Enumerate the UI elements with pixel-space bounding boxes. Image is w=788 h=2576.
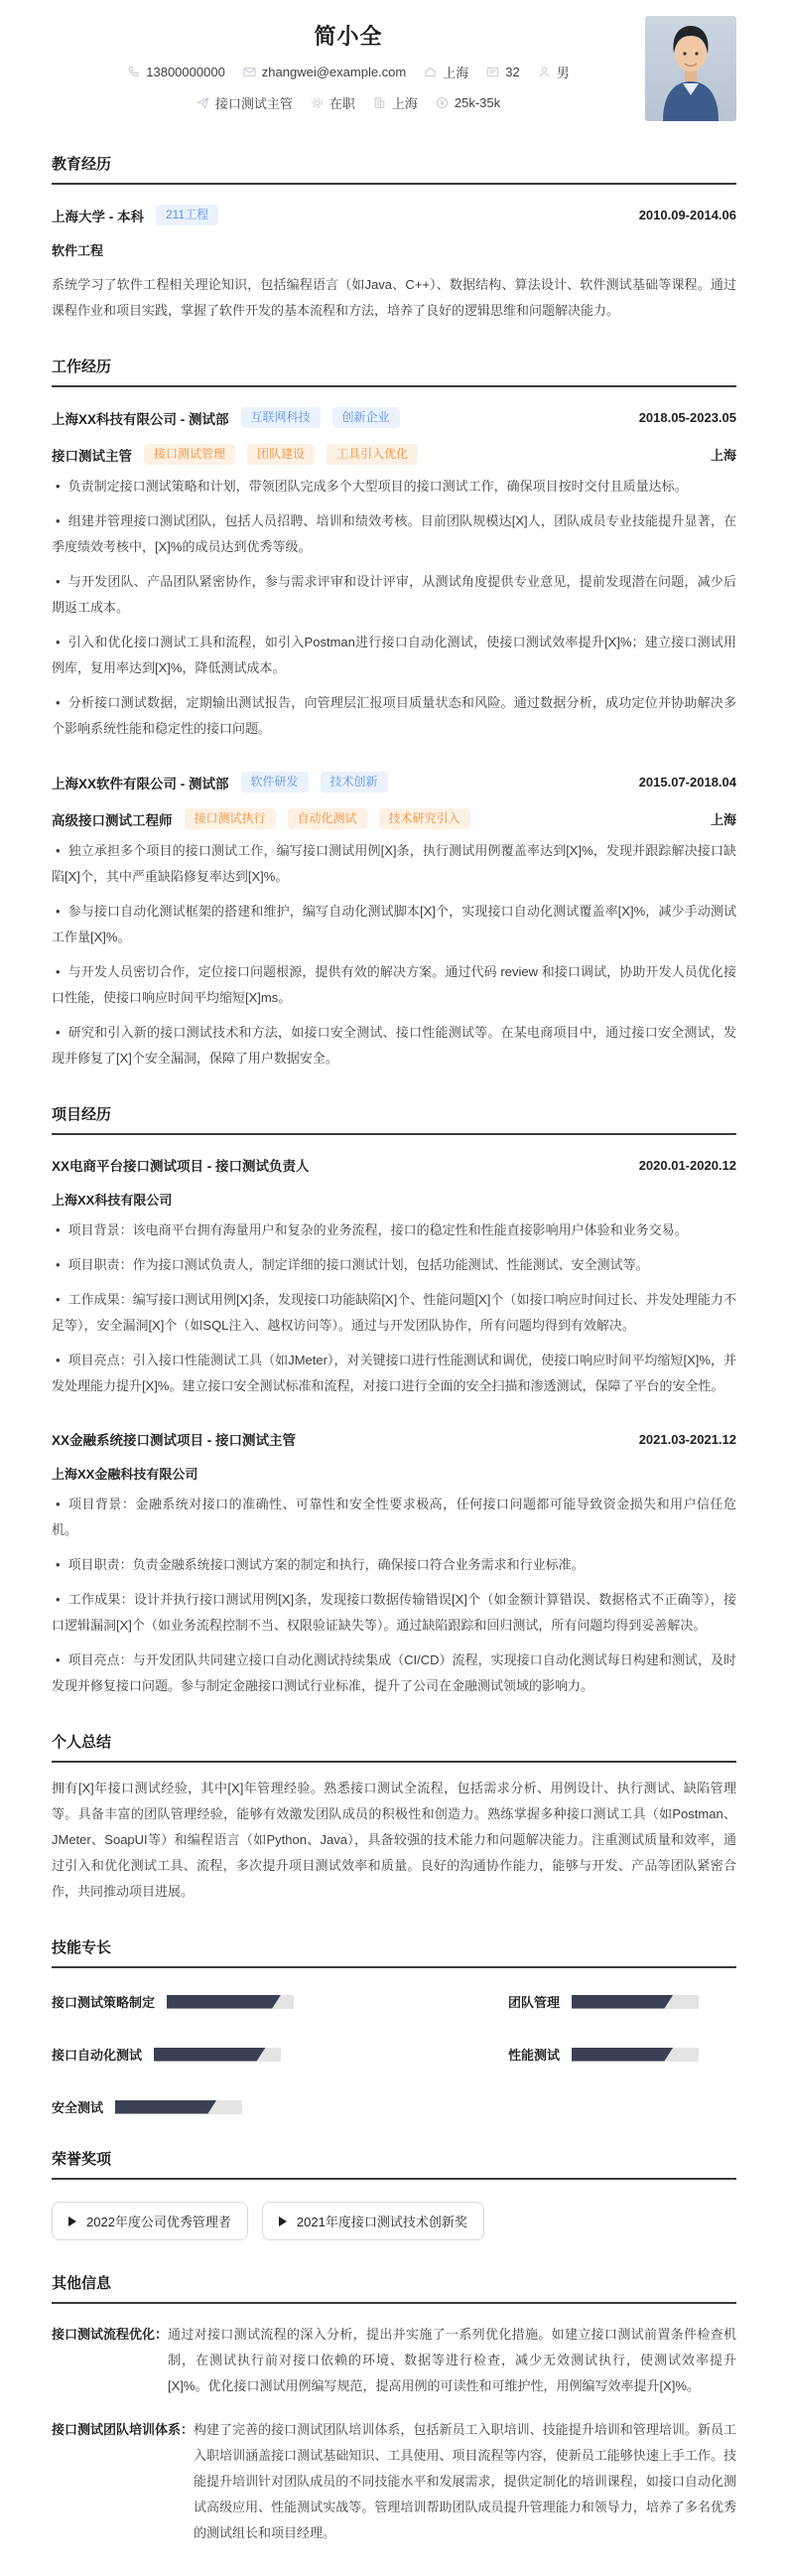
project-bullet: [52, 1252, 736, 1278]
job-bullet-text: 与开发团队、产品团队紧密协作，参与需求评审和设计评审，从测试角度提供专业意见，提前发现潜在问题，减少后期返工成本。: [52, 574, 736, 615]
salary-icon: [436, 96, 449, 109]
contact-gender-text: 男: [556, 66, 570, 80]
role-tag: 工具引入优化: [327, 444, 418, 465]
job-date: 2015.07-2018.04: [638, 775, 736, 789]
contact-age-text: 32: [505, 65, 520, 79]
job-role: 接口测试主管: [52, 448, 132, 464]
job-location: 上海: [710, 812, 736, 827]
project-bullet-text: 项目亮点：与开发团队共同建立接口自动化测试持续集成（CI/CD）流程，实现接口自动化测试每日构建和测试，及时发现并修复接口问题。参与制定金融接口测试行业标准，提升了公司在金融测试领域的影响力。: [52, 1652, 736, 1693]
school-name: 上海大学 - 本科: [52, 209, 144, 224]
job-target-position-text: 接口测试主管: [214, 96, 293, 111]
job-role-row: [52, 808, 736, 829]
skill-label: 性能测试: [508, 2048, 561, 2063]
project-date: 2021.03-2021.12: [638, 1431, 736, 1447]
job-bullet-text: 独立承担多个项目的接口测试工作，编写接口测试用例[X]条，执行测试用例覆盖率达到[X]%，发现并跟踪解决接口缺陷[X]个，其中严重缺陷修复率达到[X]%。: [52, 843, 736, 884]
job-bullet-text: 负责制定接口测试策略和计划，带领团队完成多个大型项目的接口测试工作，确保项目按时交付且质量达标。: [67, 479, 688, 494]
job-salary-text: 25k-35k: [454, 95, 501, 110]
skill-bar-track: [115, 2100, 242, 2114]
job-bullet-text: 分析接口测试数据，定期输出测试报告，向管理层汇报项目质量状态和风险。通过数据分析，成功定位并协助解决多个影响系统性能和稳定性的接口问题。: [52, 695, 736, 736]
project-bullet: [52, 1647, 736, 1699]
other-info-item: [52, 2322, 736, 2399]
job-bullet: [52, 508, 736, 560]
age-icon: [486, 66, 499, 78]
profile-photo: [645, 16, 736, 121]
job-bullet-text: 组建并管理接口测试团队，包括人员招聘、培训和绩效考核。目前团队规模达[X]人，团队成员专业技能提升显著，在季度绩效考核中，[X]%的成员达到优秀等级。: [52, 513, 736, 554]
contact-home-city-text: 上海: [443, 66, 469, 80]
skill-item: [508, 2045, 736, 2064]
role-tag: 团队建设: [247, 444, 315, 465]
project-company: 上海XX科技有限公司: [52, 1193, 173, 1208]
profile-photo-illustration: [645, 16, 736, 121]
job-bullet-text: 研究和引入新的接口测试技术和方法，如接口安全测试、接口性能测试等。在某电商项目中，通过接口安全测试，发现并修复了[X]个安全漏洞，保障了用户数据安全。: [52, 1025, 736, 1066]
header-main: [52, 14, 645, 112]
contact-phone-text: 13800000000: [146, 65, 225, 79]
other-info-label: 接口测试流程优化：: [52, 2327, 169, 2342]
skill-bar-track: [572, 2048, 699, 2062]
job-salary: [436, 95, 500, 110]
candidate-name: 简小全: [314, 24, 383, 49]
company-tag: 技术创新: [321, 772, 388, 792]
skill-label: 接口测试策略制定: [52, 1995, 156, 2010]
city-building-icon: [373, 96, 386, 109]
project-bullet: [52, 1552, 736, 1578]
other-info-item: [52, 2417, 736, 2546]
job-target-position: [197, 93, 293, 112]
job-bullet: [52, 690, 736, 742]
job-date: 2018.05-2023.05: [638, 410, 736, 425]
honors-list: [52, 2202, 736, 2240]
contact-home-city: [424, 63, 468, 81]
skill-bar-fill: [154, 2048, 266, 2062]
project-bullet: [52, 1287, 736, 1339]
honor-text: 2022年度公司优秀管理者: [86, 2215, 231, 2229]
skill-label: 团队管理: [508, 1995, 561, 2010]
contact-email-text: zhangwei@example.com: [261, 65, 407, 79]
project-bullet-text: 项目职责：作为接口测试负责人，制定详细的接口测试计划，包括功能测试、性能测试、安全测试等。: [67, 1257, 649, 1272]
job-role-row: [52, 444, 736, 465]
project-bullet: [52, 1492, 736, 1543]
project-title-row: [52, 1429, 736, 1449]
honor-badge[interactable]: [52, 2202, 248, 2240]
skill-item: [508, 1992, 736, 2011]
contact-phone: [127, 65, 225, 79]
skill-item: [52, 1992, 508, 2011]
skill-label: 安全测试: [52, 2100, 104, 2115]
project-bullet: [52, 1587, 736, 1639]
role-tag: 技术研究引入: [379, 808, 470, 829]
play-icon: [279, 2217, 287, 2226]
job-bullet-text: 引入和优化接口测试工具和流程，如引入Postman进行接口自动化测试，使接口测试效率提升[X]%；建立接口测试用例库，复用率达到[X]%，降低测试成本。: [52, 635, 736, 675]
section-title-summary: 个人总结: [52, 1731, 736, 1763]
section-title-skills: 技能专长: [52, 1936, 736, 1968]
resume-header: [52, 14, 736, 121]
job-company-row: [52, 772, 736, 792]
contact-email: [243, 65, 406, 79]
other-info-label: 接口测试团队培训体系：: [52, 2422, 195, 2437]
skill-item: [52, 2097, 508, 2116]
job-bullet: [52, 1020, 736, 1072]
project-bullet-text: 项目职责：负责金融系统接口测试方案的制定和执行，确保接口符合业务需求和行业标准。: [67, 1557, 585, 1572]
project-date: 2020.01-2020.12: [638, 1157, 736, 1173]
company-tag: 创新企业: [332, 407, 400, 428]
job-company-row: [52, 407, 736, 428]
role-tag: 接口测试管理: [144, 444, 235, 465]
project-company: 上海XX金融科技有限公司: [52, 1467, 198, 1482]
contact-row-job: [52, 93, 645, 112]
skill-bar-track: [154, 2048, 281, 2062]
job-bullet-text: 参与接口自动化测试框架的搭建和维护，编写自动化测试脚本[X]个，实现接口自动化测试覆盖率[X]%，减少手动测试工作量[X]%。: [52, 904, 736, 944]
project-bullet: [52, 1217, 736, 1243]
gender-icon: [538, 66, 551, 78]
company-name: 上海XX软件有限公司 - 测试部: [52, 776, 229, 791]
company-tag: 互联网科技: [241, 407, 321, 428]
job-status: [311, 93, 355, 112]
position-icon: [197, 96, 209, 109]
role-tag: 自动化测试: [288, 808, 367, 829]
job-location: 上海: [710, 448, 736, 463]
other-info-text: 通过对接口测试流程的深入分析，提出并实施了一系列优化措施。如建立接口测试前置条件检查机制，在测试执行前对接口依赖的环境、数据等进行检查，减少无效测试执行，使测试效率提升[X]%。优化接口测试用例编写规范，提高用例的可读性和可维护性，用例编写效率提升[X]%。: [168, 2327, 736, 2393]
job-bullet: [52, 630, 736, 681]
project-name: XX电商平台接口测试项目 - 接口测试负责人: [52, 1159, 310, 1174]
major-name: 软件工程: [52, 243, 104, 258]
section-title-work: 工作经历: [52, 356, 736, 387]
job-bullet: [52, 569, 736, 621]
play-icon: [68, 2217, 76, 2226]
job-bullet: [52, 474, 736, 500]
section-title-education: 教育经历: [52, 153, 736, 185]
project-bullet: [52, 1348, 736, 1399]
honor-badge[interactable]: [262, 2202, 484, 2240]
project-bullet-text: 工作成果：编写接口测试用例[X]条，发现接口功能缺陷[X]个、性能问题[X]个（如接口响应时间过长、并发处理能力不足等），安全漏洞[X]个（如SQL注入、越权访问等）。通过与开发团队协作，所有问题均得到有效解决。: [52, 1292, 736, 1333]
job-bullet-text: 与开发人员密切合作，定位接口问题根源，提供有效的解决方案。通过代码 review 和接口调试，协助开发人员优化接口性能，使接口响应时间平均缩短[X]ms。: [52, 964, 736, 1005]
company-name: 上海XX科技有限公司 - 测试部: [52, 411, 229, 427]
summary-text: 拥有[X]年接口测试经验，其中[X]年管理经验。熟悉接口测试全流程，包括需求分析、用例设计、执行测试、缺陷管理等。具备丰富的团队管理经验，能够有效激发团队成员的积极性和创造力。熟练掌握多种接口测试工具（如Postman、JMeter、SoapUI等）和编程语言（如Python、Java），具备较强的技术能力和问题解决能力。注重测试质量和效率，通过引入和优化测试工具、流程，多次提升项目测试效率和质量。良好的沟通协作能力，能够与开发、产品等团队紧密合作，共同推动项目进展。: [52, 1781, 736, 1899]
project-bullet-text: 项目背景：该电商平台拥有海量用户和复杂的业务流程，接口的稳定性和性能直接影响用户体验和业务交易。: [67, 1222, 688, 1237]
job-bullet: [52, 838, 736, 890]
job-bullet: [52, 959, 736, 1011]
job-city-text: 上海: [391, 96, 418, 111]
contact-age: [486, 65, 519, 79]
honor-text: 2021年度接口测试技术创新奖: [296, 2215, 467, 2229]
contact-row-basic: [52, 63, 645, 81]
project-name: XX金融系统接口测试项目 - 接口测试主管: [52, 1433, 297, 1448]
skill-bar-fill: [115, 2100, 216, 2114]
other-info-text: 构建了完善的接口测试团队培训体系，包括新员工入职培训、技能提升培训和管理培训。新员工入职培训涵盖接口测试基础知识、工具使用、项目流程等内容，使新员工能够快速上手工作。技能提升培训针对团队成员的不同技能水平和发展需求，提供定制化的培训课程，如接口自动化测试高级应用、性能测试实战等。管理培训帮助团队成员提升管理能力和领导力，培养了多名优秀的测试组长和项目经理。: [194, 2422, 736, 2540]
job-city: [373, 93, 418, 112]
education-description: 系统学习了软件工程相关理论知识，包括编程语言（如Java、C++）、数据结构、算法设计、软件测试基础等课程。通过课程作业和项目实践，掌握了软件开发的基本流程和方法，培养了良好的逻辑思维和问题解决能力。: [52, 277, 736, 318]
project-title-row: [52, 1155, 736, 1175]
email-icon: [243, 66, 256, 78]
section-title-projects: 项目经历: [52, 1103, 736, 1135]
skill-label: 接口自动化测试: [52, 2048, 143, 2063]
phone-icon: [127, 66, 140, 78]
education-entry: [52, 205, 736, 225]
home-icon: [424, 66, 437, 78]
role-tag: 接口测试执行: [185, 808, 276, 829]
job-bullet: [52, 899, 736, 950]
company-tag: 软件研发: [241, 772, 309, 792]
project-bullet-text: 项目亮点：引入接口性能测试工具（如JMeter），对关键接口进行性能测试和调优，使接口响应时间平均缩短[X]%，并发处理能力提升[X]%。建立接口安全测试标准和流程，对接口进行全面的安全扫描和渗透测试，保障了平台的安全性。: [52, 1353, 736, 1393]
status-gear-icon: [311, 96, 324, 109]
education-date: 2010.09-2014.06: [638, 208, 736, 222]
project-bullet-text: 工作成果：设计并执行接口测试用例[X]条，发现接口数据传输错误[X]个（如金额计算错误、数据格式不正确等），接口逻辑漏洞[X]个（如业务流程控制不当、权限验证缺失等）。通过缺陷跟踪和回归测试，所有问题均得到妥善解决。: [52, 1592, 736, 1633]
skill-item: [52, 2045, 508, 2064]
skill-bar-fill: [572, 2048, 673, 2062]
job-status-text: 在职: [328, 96, 355, 111]
section-title-other: 其他信息: [52, 2272, 736, 2304]
job-role: 高级接口测试工程师: [52, 812, 173, 828]
school-tag: 211工程: [156, 205, 218, 225]
skills-grid: [52, 1992, 736, 2116]
project-bullet-text: 项目背景：金融系统对接口的准确性、可靠性和安全性要求极高，任何接口问题都可能导致资金损失和用户信任危机。: [52, 1497, 736, 1537]
contact-gender: [538, 63, 570, 81]
section-title-honors: 荣誉奖项: [52, 2148, 736, 2180]
